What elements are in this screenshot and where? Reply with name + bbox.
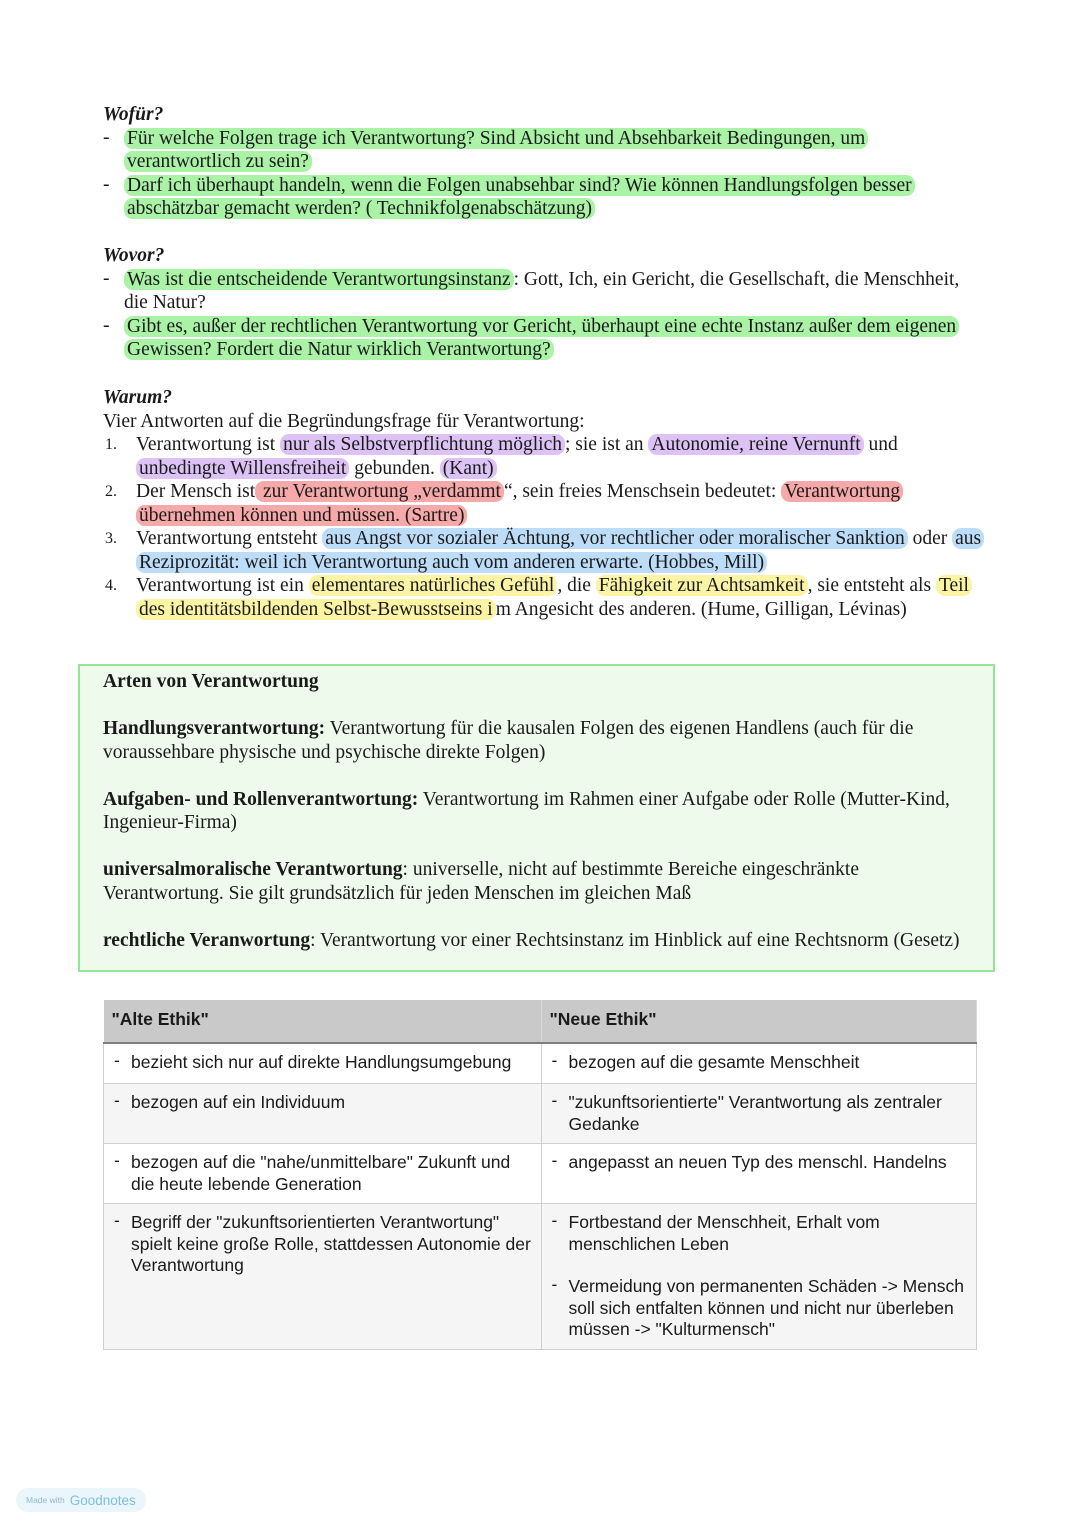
dash-bullet: -: [103, 126, 110, 148]
table-cell: [541, 1204, 977, 1350]
dash-bullet: -: [551, 1090, 558, 1110]
plain-text: m Angesicht des anderen. (Hume, Gilligan, Lévinas): [495, 598, 907, 620]
plain-text: “, sein freies Menschsein bedeutet:: [503, 481, 782, 502]
dash-bullet: -: [551, 1210, 558, 1230]
arten-box: [78, 664, 995, 972]
dash-bullet: -: [114, 1090, 120, 1110]
section-wofuer: [103, 103, 983, 221]
highlighted-text: Fähigkeit zur Achtsamkeit: [596, 575, 808, 596]
plain-text: ; sie ist an: [564, 434, 649, 455]
plain-text: gebunden.: [349, 457, 440, 479]
definition: Verantwortung im Rahmen einer Aufgabe oder Rolle (Mutter-Kind, Ingenieur-Firma): [103, 788, 950, 833]
section-wovor: [103, 244, 983, 362]
dash-bullet: -: [103, 173, 110, 195]
table-cell: [104, 1043, 542, 1084]
cell-text: bezogen auf die gesamte Menschheit: [568, 1051, 860, 1072]
ethics-comparison-table: [103, 1000, 977, 1350]
plain-text: , die: [557, 575, 596, 596]
plain-text: Verantwortung entsteht: [136, 528, 323, 549]
plain-text: , sie entsteht als: [807, 575, 936, 596]
cell-text: "zukunftsorientierte" Verantwortung als zentraler Gedanke: [568, 1092, 942, 1134]
watermark-prefix: Made with: [26, 1495, 65, 1505]
watermark-brand: Goodnotes: [69, 1492, 136, 1508]
cell-text: Begriff der "zukunftsorientierten Verantwortung" spielt keine große Rolle, stattdessen Autonomie der Verantwortung: [131, 1212, 531, 1275]
plain-text: oder: [907, 528, 953, 549]
definition-entry: [103, 929, 983, 953]
term: universalmoralische Verantwortung: [103, 859, 403, 880]
plain-text: Verantwortung ist: [136, 434, 281, 455]
highlighted-text: Darf ich überhaupt handeln, wenn die Folgen unabsehbar sind? Wie können Handlungsfolgen besser abschätzbar gemacht werden? ( Technikfolgenabschätzung): [124, 175, 915, 220]
list-item: [103, 268, 983, 315]
dash-bullet: -: [114, 1049, 120, 1070]
term: Handlungsverantwortung:: [103, 718, 326, 739]
dash-bullet: -: [551, 1274, 558, 1294]
heading-wofuer: Wofür?: [103, 104, 164, 125]
highlighted-text: zur Verantwortung „verdammt: [255, 481, 504, 502]
highlighted-text: aus Angst vor sozialer Ächtung, vor rechtlicher oder moralischer Sanktion: [322, 528, 907, 549]
table-row: [104, 1084, 977, 1144]
table-cell: [541, 1043, 977, 1084]
dash-bullet: -: [114, 1150, 120, 1170]
table-row: [104, 1144, 977, 1204]
cell-text: Vermeidung von permanenten Schäden -> Mensch soll sich entfalten können und nicht nur überleben müssen -> "Kulturmensch": [568, 1276, 964, 1339]
header-alte-ethik: "Alte Ethik": [104, 1000, 542, 1043]
header-neue-ethik: "Neue Ethik": [541, 1000, 977, 1043]
highlighted-text: Verantwortung übernehmen können und müssen. (Sartre): [136, 481, 903, 526]
highlighted-text: elementares natürliches Gefühl: [309, 575, 558, 596]
table-cell: [104, 1144, 542, 1204]
heading-warum: Warum?: [103, 387, 172, 408]
plain-text: Der Mensch ist: [136, 481, 256, 502]
dash-bullet: -: [551, 1150, 558, 1170]
definition: : universelle, nicht auf bestimmte Bereiche eingeschränkte Verantwortung. Sie gilt grundsätzlich für jeden Menschen im gleichen Maß: [103, 859, 859, 904]
cell-text: bezieht sich nur auf direkte Handlungsumgebung: [131, 1051, 512, 1072]
dash-bullet: -: [551, 1049, 558, 1070]
highlighted-text: (Kant): [440, 458, 497, 479]
definition-entry: [103, 717, 983, 764]
highlighted-text: unbedingte Willensfreiheit: [136, 458, 349, 479]
cell-text: Fortbestand der Menschheit, Erhalt vom menschlichen Leben: [568, 1212, 880, 1254]
numbered-item: [103, 574, 983, 621]
definition: Verantwortung für die kausalen Folgen des eigenen Handlens (auch für die voraussehbare physische und psychische direkte Folgen): [103, 718, 914, 763]
plain-text: : Gott, Ich, ein Gericht, die Gesellschaft, die Menschheit, die Natur?: [124, 268, 960, 313]
cell-text: angepasst an neuen Typ des menschl. Handelns: [568, 1152, 947, 1172]
item-number: 3.: [105, 530, 117, 547]
list-item: [103, 174, 983, 221]
table-cell: [104, 1204, 542, 1350]
cell-text: bezogen auf die "nahe/unmittelbare" Zukunft und die heute lebende Generation: [131, 1152, 511, 1194]
cell-text: bezogen auf ein Individuum: [131, 1092, 346, 1112]
list-item: [103, 315, 983, 362]
table-cell: [104, 1084, 542, 1144]
numbered-item: [103, 433, 983, 480]
highlighted-text: Teil des identitätsbildenden Selbst-Bewusstseins i: [136, 575, 972, 620]
highlighted-text: Autonomie, reine Vernunft: [648, 434, 863, 455]
dash-bullet: -: [103, 314, 110, 336]
term: Aufgaben- und Rollenverantwortung:: [103, 788, 419, 810]
table-row: [104, 1204, 977, 1350]
highlighted-text: Was ist die entscheidende Verantwortungsinstanz: [124, 269, 514, 290]
intro-text: Vier Antworten auf die Begründungsfrage für Verantwortung:: [103, 410, 585, 432]
numbered-item: [103, 527, 983, 574]
numbered-item: [103, 480, 983, 527]
section-warum: [103, 386, 983, 621]
dash-bullet: -: [103, 267, 110, 289]
plain-text: Verantwortung ist ein: [136, 575, 309, 596]
item-number: 4.: [105, 577, 117, 594]
highlighted-text: Gibt es, außer der rechtlichen Verantwortung vor Gericht, überhaupt eine echte Instanz außer dem eigenen Gewissen? Fordert die Natur wirklich Verantwortung?: [124, 316, 959, 361]
goodnotes-watermark: [16, 1488, 146, 1512]
item-number: 2.: [105, 483, 117, 500]
box-title: Arten von Verantwortung: [103, 671, 319, 692]
table-cell: [541, 1084, 977, 1144]
highlighted-text: Für welche Folgen trage ich Verantwortung? Sind Absicht und Absehbarkeit Bedingungen, um verantwortlich zu sein?: [124, 128, 868, 173]
definition: : Verantwortung vor einer Rechtsinstanz im Hinblick auf eine Rechtsnorm (Gesetz): [310, 929, 960, 951]
table-row: [104, 1043, 977, 1084]
plain-text: und: [863, 434, 898, 455]
table-header-row: [104, 1000, 977, 1043]
term: rechtliche Veranwortung: [103, 929, 311, 951]
highlighted-text: nur als Selbstverpflichtung möglich: [280, 434, 565, 455]
definition-entry: [103, 788, 983, 835]
highlighted-text: aus Reziprozität: weil ich Verantwortung auch vom anderen erwarte. (Hobbes, Mill): [136, 528, 984, 573]
definition-entry: [103, 858, 983, 905]
heading-wovor: Wovor?: [103, 245, 165, 266]
list-item: [103, 127, 983, 174]
table-cell: [541, 1144, 977, 1204]
dash-bullet: -: [114, 1210, 120, 1230]
item-number: 1.: [105, 436, 117, 453]
